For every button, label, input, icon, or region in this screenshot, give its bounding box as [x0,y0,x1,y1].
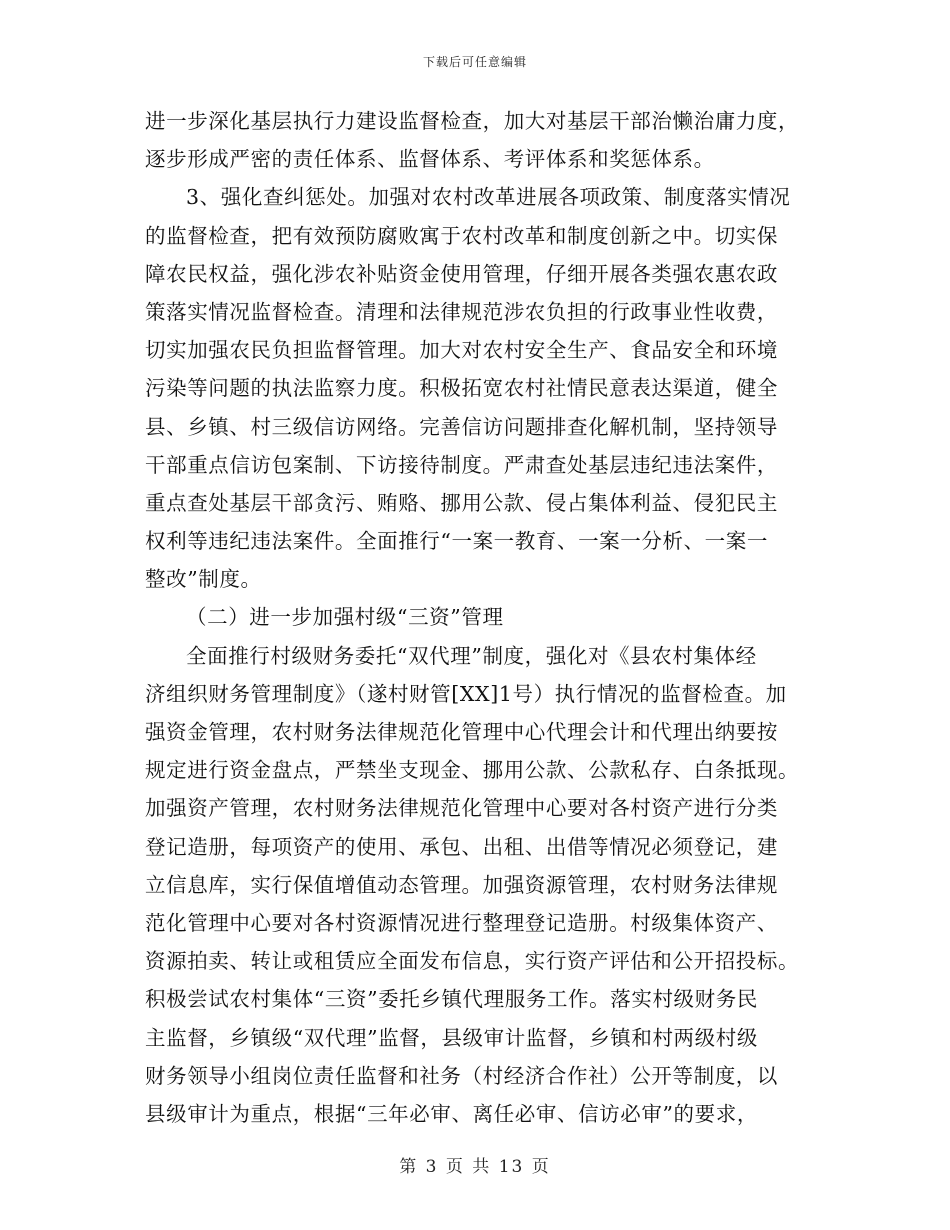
page-number: 第 3 页 共 13 页 [399,1157,551,1177]
paragraph-line: 加强资产管理，农村财务法律规范化管理中心要对各村资产进行分类 [145,796,778,821]
paragraph-line: 强资金管理，农村财务法律规范化管理中心代理会计和代理出纳要按 [145,720,778,744]
paragraph-line: 3、强化查纠惩处。加强对农村改革进展各项政策、制度落实情况 [186,185,791,210]
paragraph-line: 权利等违纪违法案件。全面推行“一案一教育、一案一分析、一案一 [145,529,768,554]
document-body [145,102,810,1133]
paragraph-line: 规定进行资金盘点，严禁坐支现金、挪用公款、公款私存、白条抵现。 [145,758,800,783]
paragraph-line: 整改”制度。 [145,567,262,592]
section-heading: （二）进一步加强村级“三资”管理 [186,605,504,630]
paragraph-line: 资源拍卖、转让或租赁应全面发布信息，实行资产评估和公开招投标。 [145,949,800,974]
paragraph-line: 登记造册，每项资产的使用、承包、出租、出借等情况必须登记，建 [145,834,778,859]
paragraph-line: 立信息库，实行保值增值动态管理。加强资源管理，农村财务法律规 [145,872,778,897]
paragraph-line: 济组织财务管理制度》（遂村财管[XX]1号）执行情况的监督检查。加 [145,681,787,706]
paragraph-line: 积极尝试农村集体“三资”委托乡镇代理服务工作。落实村级财务民 [145,987,758,1012]
paragraph-line: 范化管理中心要对各村资源情况进行整理登记造册。村级集体资产、 [145,910,778,935]
paragraph-line: 财务领导小组岗位责任监督和社务（村经济合作社）公开等制度，以 [145,1063,778,1088]
paragraph-line: 策落实情况监督检查。清理和法律规范涉农负担的行政事业性收费， [145,299,778,324]
paragraph-line: 县级审计为重点，根据“三年必审、离任必审、信访必审”的要求， [145,1101,758,1126]
paragraph-line: 重点查处基层干部贪污、贿赂、挪用公款、侵占集体利益、侵犯民主 [145,490,778,515]
paragraph-line: 主监督，乡镇级“双代理”监督，县级审计监督，乡镇和村两级村级 [145,1025,758,1050]
page-header-note: 下载后可任意编辑 [422,55,527,69]
paragraph-line: 污染等问题的执法监察力度。积极拓宽农村社情民意表达渠道，健全 [145,376,778,401]
paragraph-line: 切实加强农民负担监督管理。加大对农村安全生产、食品安全和环境 [145,338,778,363]
paragraph-line: 的监督检查，把有效预防腐败寓于农村改革和制度创新之中。切实保 [145,223,778,248]
paragraph-line: 逐步形成严密的责任体系、监督体系、考评体系和奖惩体系。 [145,147,715,172]
paragraph-line: 干部重点信访包案制、下访接待制度。严肃查处基层违纪违法案件， [145,452,778,477]
paragraph-line: 进一步深化基层执行力建设监督检查，加大对基层干部治懒治庸力度， [145,109,800,133]
paragraph-line: 障农民权益，强化涉农补贴资金使用管理，仔细开展各类强农惠农政 [145,261,778,286]
paragraph-line: 县、乡镇、村三级信访网络。完善信访问题排查化解机制，坚持领导 [145,414,778,439]
paragraph-line: 全面推行村级财务委托“双代理”制度，强化对《县农村集体经 [186,643,757,668]
